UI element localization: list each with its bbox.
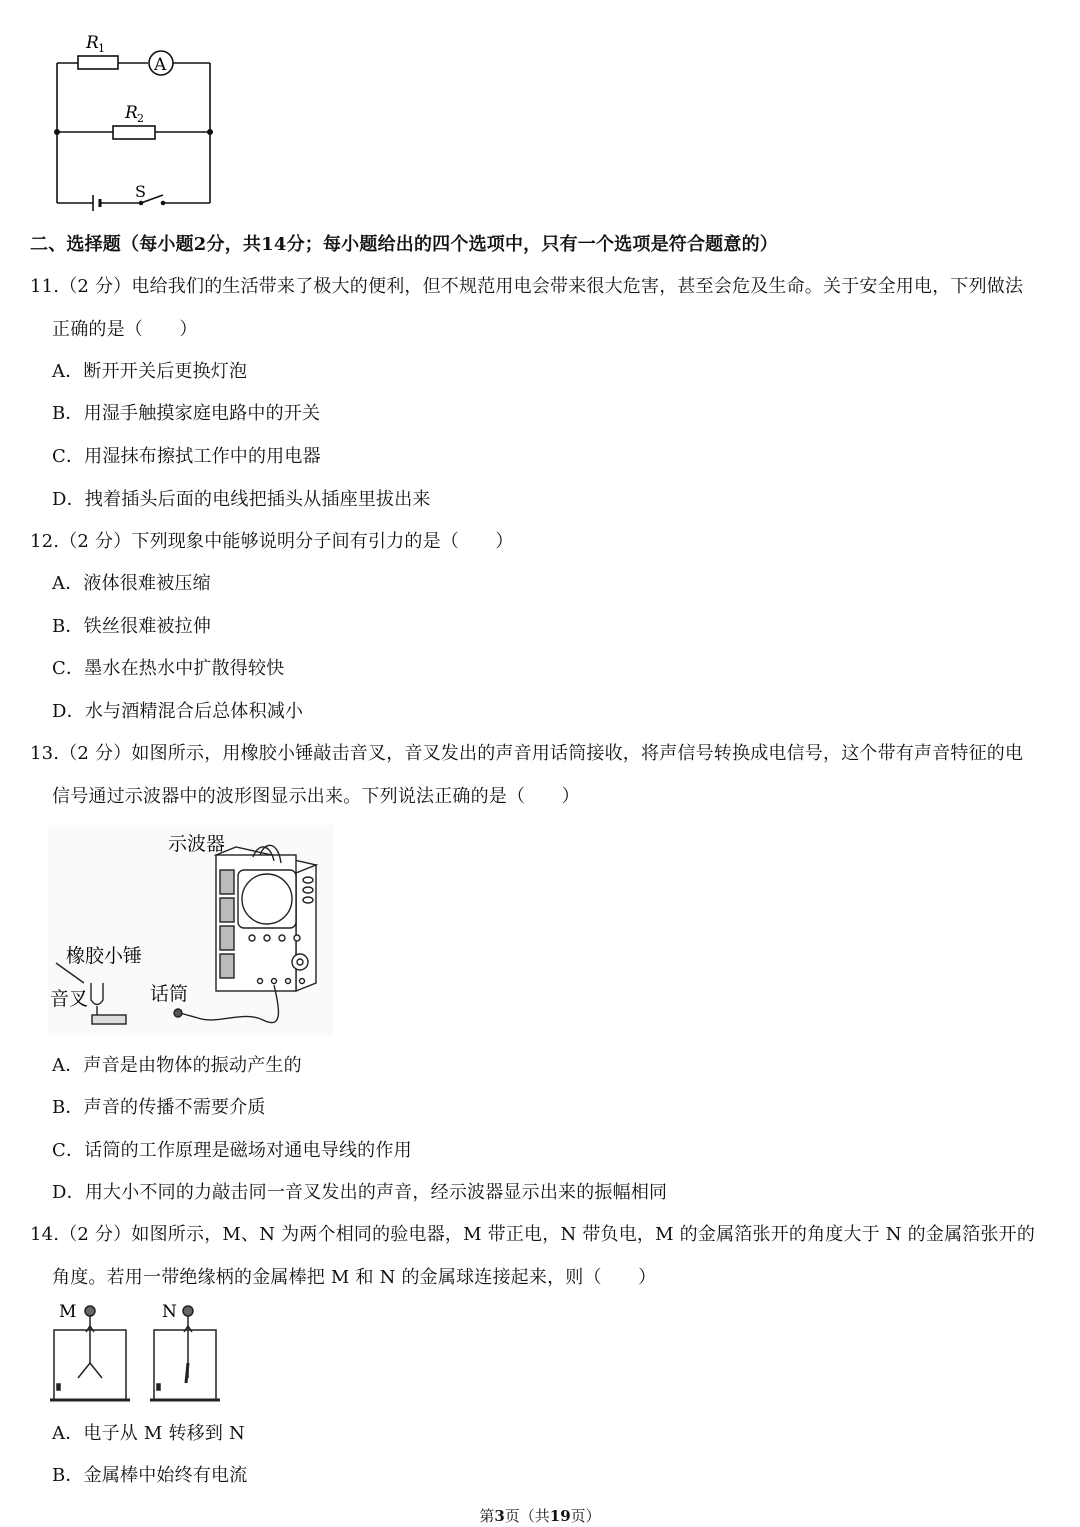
q13-option-c: C．话筒的工作原理是磁场对通电导线的作用 [52, 1140, 412, 1161]
resistor-r2 [113, 126, 155, 139]
q12-stem: 12.（2 分）下列现象中能够说明分子间有引力的是（ ） [30, 531, 514, 552]
electroscope-m-label: M [59, 1302, 77, 1322]
q12-option-c: C．墨水在热水中扩散得较快 [52, 658, 285, 679]
section-heading: 二、选择题（每小题2分，共14分；每小题给出的四个选项中，只有一个选项是符合题意的） [30, 234, 778, 255]
tuning-fork-label: 音叉 [50, 988, 89, 1010]
q13-option-a: A．声音是由物体的振动产生的 [52, 1055, 302, 1076]
q11-option-b: B．用湿手触摸家庭电路中的开关 [52, 403, 321, 424]
circuit-diagram [45, 30, 225, 215]
hammer-label: 橡胶小锤 [66, 945, 143, 967]
q11-stem-line2: 正确的是（ ） [52, 319, 198, 340]
r1-label: R [86, 33, 99, 53]
r1-subscript: 1 [98, 42, 105, 55]
footer-total-pages: 19 [549, 1507, 571, 1525]
oscilloscope-screen [242, 874, 292, 924]
ammeter-label: A [154, 55, 167, 75]
electroscope-n-case [154, 1330, 216, 1400]
r2-label: R [125, 103, 138, 123]
q14-stem-line2: 角度。若用一带绝缘柄的金属棒把 M 和 N 的金属球连接起来，则（ ） [52, 1267, 657, 1288]
oscilloscope-figure [48, 825, 333, 1035]
electroscope-n-label: N [162, 1302, 177, 1322]
q14-option-a: A．电子从 M 转移到 N [52, 1423, 245, 1444]
r2-subscript: 2 [137, 112, 144, 125]
q14-option-b: B．金属棒中始终有电流 [52, 1465, 248, 1486]
q12-option-d: D．水与酒精混合后总体积减小 [52, 701, 304, 722]
q12-option-a: A．液体很难被压缩 [52, 573, 211, 594]
footer-middle: 页（共 [504, 1507, 550, 1525]
q11-option-c: C．用湿抹布擦拭工作中的用电器 [52, 446, 321, 467]
switch-label: S [135, 182, 146, 201]
footer-suffix: 页） [570, 1507, 601, 1525]
q13-stem-line1: 13.（2 分）如图所示，用橡胶小锤敲击音叉，音叉发出的声音用话筒接收，将声信号转换成电信号，这个带有声音特征的电 [30, 743, 1024, 764]
footer-page-number: 3 [494, 1507, 505, 1525]
resistor-r1 [78, 56, 118, 69]
q13-option-b: B．声音的传播不需要介质 [52, 1097, 266, 1118]
q11-option-d: D．拽着插头后面的电线把插头从插座里拔出来 [52, 489, 431, 510]
q14-stem-line1: 14.（2 分）如图所示，M、N 为两个相同的验电器，M 带正电，N 带负电，M 的金属箔张开的角度大于 N 的金属箔张开的 [30, 1224, 1036, 1245]
q11-stem-line1: 11.（2 分）电给我们的生活带来了极大的便利，但不规范用电会带来很大危害，甚至会危及生命。关于安全用电，下列做法 [30, 276, 1024, 297]
q12-option-b: B．铁丝很难被拉伸 [52, 616, 212, 637]
electroscope-figure [48, 1298, 228, 1410]
oscilloscope-label: 示波器 [168, 833, 226, 855]
footer-prefix: 第 [479, 1507, 495, 1525]
q13-option-d: D．用大小不同的力敲击同一音叉发出的声音，经示波器显示出来的振幅相同 [52, 1182, 668, 1203]
microphone-label: 话筒 [150, 983, 189, 1005]
q11-option-a: A．断开开关后更换灯泡 [52, 361, 248, 382]
q13-stem-line2: 信号通过示波器中的波形图显示出来。下列说法正确的是（ ） [52, 786, 580, 807]
page-footer [0, 1505, 1080, 1526]
